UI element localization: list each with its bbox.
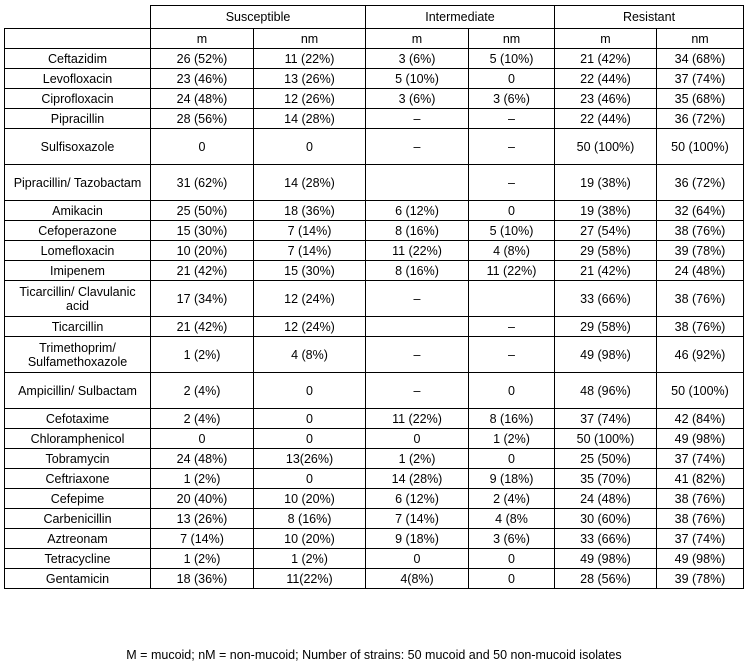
table-row — [5, 317, 744, 337]
drug-name-cell: Pipracillin — [5, 109, 151, 129]
value-cell — [366, 317, 469, 337]
value-cell: 27 (54%) — [555, 221, 657, 241]
drug-name-cell: Chloramphenicol — [5, 429, 151, 449]
drug-name-cell: Imipenem — [5, 261, 151, 281]
group-header-intermediate: Intermediate — [366, 6, 555, 29]
value-cell: 50 (100%) — [657, 129, 744, 165]
table-row — [5, 281, 744, 317]
subheader-susceptible-m: m — [151, 29, 254, 49]
value-cell: 28 (56%) — [151, 109, 254, 129]
value-cell: 38 (76%) — [657, 489, 744, 509]
value-cell: 21 (42%) — [151, 317, 254, 337]
value-cell: 49 (98%) — [657, 429, 744, 449]
drug-name-cell: Cefotaxime — [5, 409, 151, 429]
value-cell — [469, 281, 555, 317]
value-cell: – — [366, 281, 469, 317]
value-cell: 12 (24%) — [254, 317, 366, 337]
value-cell: 10 (20%) — [254, 529, 366, 549]
value-cell: 35 (68%) — [657, 89, 744, 109]
value-cell: – — [469, 317, 555, 337]
value-cell: 10 (20%) — [151, 241, 254, 261]
value-cell: 32 (64%) — [657, 201, 744, 221]
drug-name-cell: Pipracillin/ Tazobactam — [5, 165, 151, 201]
value-cell: 23 (46%) — [151, 69, 254, 89]
value-cell: 15 (30%) — [151, 221, 254, 241]
value-cell: – — [366, 373, 469, 409]
drug-name-cell: Ticarcillin — [5, 317, 151, 337]
value-cell: 11 (22%) — [366, 409, 469, 429]
value-cell: 0 — [469, 373, 555, 409]
value-cell: 21 (42%) — [151, 261, 254, 281]
value-cell: 7 (14%) — [254, 241, 366, 261]
value-cell: 3 (6%) — [469, 89, 555, 109]
value-cell: 1 (2%) — [366, 449, 469, 469]
value-cell: 42 (84%) — [657, 409, 744, 429]
drug-name-cell: Ceftriaxone — [5, 469, 151, 489]
value-cell: 1 (2%) — [151, 549, 254, 569]
value-cell: 8 (16%) — [254, 509, 366, 529]
value-cell: 49 (98%) — [555, 549, 657, 569]
table-row — [5, 221, 744, 241]
drug-name-cell: Tobramycin — [5, 449, 151, 469]
value-cell: 18 (36%) — [151, 569, 254, 589]
subheader-susceptible-nm: nm — [254, 29, 366, 49]
value-cell: 46 (92%) — [657, 337, 744, 373]
value-cell: 6 (12%) — [366, 489, 469, 509]
value-cell: 22 (44%) — [555, 69, 657, 89]
table-footnote: M = mucoid; nM = non-mucoid; Number of strains: 50 mucoid and 50 non-mucoid isolates — [126, 648, 622, 662]
value-cell: 11 (22%) — [254, 49, 366, 69]
value-cell: 7 (14%) — [366, 509, 469, 529]
value-cell: 0 — [254, 409, 366, 429]
value-cell: 21 (42%) — [555, 49, 657, 69]
value-cell: 25 (50%) — [151, 201, 254, 221]
value-cell: 24 (48%) — [151, 449, 254, 469]
value-cell: 14 (28%) — [254, 109, 366, 129]
table-row — [5, 489, 744, 509]
group-header-susceptible: Susceptible — [151, 6, 366, 29]
table-row — [5, 373, 744, 409]
value-cell: 22 (44%) — [555, 109, 657, 129]
value-cell: – — [469, 129, 555, 165]
table-row — [5, 449, 744, 469]
subheader-blank — [5, 29, 151, 49]
drug-name-cell: Amikacin — [5, 201, 151, 221]
subheader-intermediate-m: m — [366, 29, 469, 49]
value-cell: 50 (100%) — [657, 373, 744, 409]
subheader-row — [5, 29, 744, 49]
value-cell: 0 — [254, 469, 366, 489]
value-cell: 37 (74%) — [657, 449, 744, 469]
table-row — [5, 109, 744, 129]
drug-name-cell: Lomefloxacin — [5, 241, 151, 261]
value-cell: 0 — [469, 201, 555, 221]
table-row — [5, 89, 744, 109]
drug-name-cell: Tetracycline — [5, 549, 151, 569]
value-cell: 0 — [254, 129, 366, 165]
table-row — [5, 469, 744, 489]
value-cell: 5 (10%) — [469, 221, 555, 241]
value-cell: 0 — [366, 549, 469, 569]
value-cell: 29 (58%) — [555, 317, 657, 337]
table-row — [5, 165, 744, 201]
value-cell: 48 (96%) — [555, 373, 657, 409]
value-cell: 8 (16%) — [469, 409, 555, 429]
value-cell: 0 — [151, 129, 254, 165]
table-row — [5, 129, 744, 165]
value-cell: 24 (48%) — [151, 89, 254, 109]
drug-name-cell: Carbenicillin — [5, 509, 151, 529]
value-cell: 11 (22%) — [366, 241, 469, 261]
drug-name-cell: Ampicillin/ Sulbactam — [5, 373, 151, 409]
value-cell: 50 (100%) — [555, 129, 657, 165]
value-cell — [366, 165, 469, 201]
value-cell: 18 (36%) — [254, 201, 366, 221]
value-cell: 4 (8%) — [254, 337, 366, 373]
value-cell: – — [366, 337, 469, 373]
value-cell: 2 (4%) — [469, 489, 555, 509]
value-cell: 37 (74%) — [657, 529, 744, 549]
value-cell: 15 (30%) — [254, 261, 366, 281]
value-cell: 11(22%) — [254, 569, 366, 589]
table-row — [5, 529, 744, 549]
value-cell: 4 (8% — [469, 509, 555, 529]
value-cell: – — [366, 129, 469, 165]
drug-name-cell: Trimethoprim/ Sulfamethoxazole — [5, 337, 151, 373]
table-row — [5, 241, 744, 261]
value-cell: 1 (2%) — [151, 469, 254, 489]
value-cell: 26 (52%) — [151, 49, 254, 69]
value-cell: 0 — [469, 449, 555, 469]
subheader-resistant-nm: nm — [657, 29, 744, 49]
table-row — [5, 509, 744, 529]
table-row — [5, 69, 744, 89]
value-cell: 25 (50%) — [555, 449, 657, 469]
value-cell: 0 — [366, 429, 469, 449]
value-cell: – — [469, 165, 555, 201]
value-cell: 2 (4%) — [151, 373, 254, 409]
value-cell: 13(26%) — [254, 449, 366, 469]
value-cell: 37 (74%) — [657, 69, 744, 89]
drug-name-cell: Ciprofloxacin — [5, 89, 151, 109]
value-cell: 23 (46%) — [555, 89, 657, 109]
value-cell: 4 (8%) — [469, 241, 555, 261]
value-cell: 0 — [469, 69, 555, 89]
group-header-row — [5, 6, 744, 29]
value-cell: 2 (4%) — [151, 409, 254, 429]
value-cell: 21 (42%) — [555, 261, 657, 281]
susceptibility-table — [4, 5, 744, 589]
value-cell: 6 (12%) — [366, 201, 469, 221]
value-cell: 31 (62%) — [151, 165, 254, 201]
table-row — [5, 337, 744, 373]
value-cell: 36 (72%) — [657, 109, 744, 129]
value-cell: 50 (100%) — [555, 429, 657, 449]
value-cell: 5 (10%) — [469, 49, 555, 69]
value-cell: 19 (38%) — [555, 165, 657, 201]
table-row — [5, 49, 744, 69]
drug-name-cell: Ceftazidim — [5, 49, 151, 69]
value-cell: 17 (34%) — [151, 281, 254, 317]
value-cell: 41 (82%) — [657, 469, 744, 489]
drug-name-cell: Cefoperazone — [5, 221, 151, 241]
table-row — [5, 429, 744, 449]
value-cell: 24 (48%) — [555, 489, 657, 509]
value-cell: 0 — [254, 429, 366, 449]
table-body — [5, 49, 744, 589]
drug-name-cell: Aztreonam — [5, 529, 151, 549]
value-cell: 39 (78%) — [657, 569, 744, 589]
subheader-resistant-m: m — [555, 29, 657, 49]
value-cell: 0 — [254, 373, 366, 409]
value-cell: 14 (28%) — [366, 469, 469, 489]
value-cell: 0 — [469, 549, 555, 569]
value-cell: 38 (76%) — [657, 221, 744, 241]
value-cell: 9 (18%) — [366, 529, 469, 549]
value-cell: 3 (6%) — [366, 49, 469, 69]
value-cell: 19 (38%) — [555, 201, 657, 221]
value-cell: 5 (10%) — [366, 69, 469, 89]
value-cell: 12 (24%) — [254, 281, 366, 317]
table-row — [5, 201, 744, 221]
value-cell: 1 (2%) — [254, 549, 366, 569]
value-cell: 3 (6%) — [366, 89, 469, 109]
value-cell: 9 (18%) — [469, 469, 555, 489]
table-row — [5, 409, 744, 429]
value-cell: 14 (28%) — [254, 165, 366, 201]
table-row — [5, 549, 744, 569]
value-cell: 10 (20%) — [254, 489, 366, 509]
subheader-intermediate-nm: nm — [469, 29, 555, 49]
value-cell: 20 (40%) — [151, 489, 254, 509]
value-cell: 28 (56%) — [555, 569, 657, 589]
value-cell: 8 (16%) — [366, 261, 469, 281]
value-cell: 1 (2%) — [469, 429, 555, 449]
value-cell: 33 (66%) — [555, 529, 657, 549]
value-cell: 7 (14%) — [254, 221, 366, 241]
value-cell: 0 — [469, 569, 555, 589]
value-cell: 38 (76%) — [657, 317, 744, 337]
value-cell: 29 (58%) — [555, 241, 657, 261]
corner-cell — [5, 6, 151, 29]
value-cell: 38 (76%) — [657, 281, 744, 317]
value-cell: 37 (74%) — [555, 409, 657, 429]
value-cell: 24 (48%) — [657, 261, 744, 281]
drug-name-cell: Ticarcillin/ Clavulanic acid — [5, 281, 151, 317]
group-header-resistant: Resistant — [555, 6, 744, 29]
value-cell: – — [366, 109, 469, 129]
value-cell: 3 (6%) — [469, 529, 555, 549]
value-cell: 38 (76%) — [657, 509, 744, 529]
value-cell: 8 (16%) — [366, 221, 469, 241]
value-cell: 34 (68%) — [657, 49, 744, 69]
table-row — [5, 569, 744, 589]
drug-name-cell: Levofloxacin — [5, 69, 151, 89]
table-row — [5, 261, 744, 281]
value-cell: 13 (26%) — [254, 69, 366, 89]
value-cell: 35 (70%) — [555, 469, 657, 489]
value-cell: 49 (98%) — [555, 337, 657, 373]
value-cell: 11 (22%) — [469, 261, 555, 281]
value-cell: – — [469, 109, 555, 129]
drug-name-cell: Cefepime — [5, 489, 151, 509]
drug-name-cell: Sulfisoxazole — [5, 129, 151, 165]
value-cell: 12 (26%) — [254, 89, 366, 109]
value-cell: 1 (2%) — [151, 337, 254, 373]
value-cell: 13 (26%) — [151, 509, 254, 529]
value-cell: – — [469, 337, 555, 373]
value-cell: 0 — [151, 429, 254, 449]
value-cell: 36 (72%) — [657, 165, 744, 201]
value-cell: 30 (60%) — [555, 509, 657, 529]
value-cell: 33 (66%) — [555, 281, 657, 317]
value-cell: 49 (98%) — [657, 549, 744, 569]
drug-name-cell: Gentamicin — [5, 569, 151, 589]
value-cell: 39 (78%) — [657, 241, 744, 261]
value-cell: 4(8%) — [366, 569, 469, 589]
value-cell: 7 (14%) — [151, 529, 254, 549]
